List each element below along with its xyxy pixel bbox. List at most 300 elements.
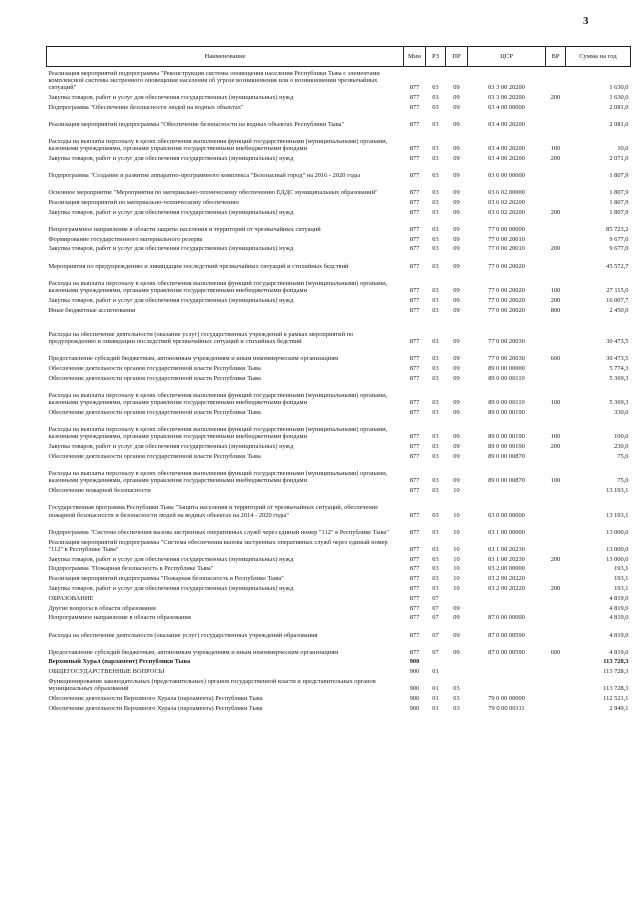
row-name: Расходы на обеспечение деятельности (оказание услуг) государственных учреждений в рамках мероприятий по предупреждению и ликвидации последствий чрезвычайных ситуаций и стихийных бедствий — [48, 330, 354, 346]
row-vr: 200 — [550, 93, 561, 101]
row-csr: 77 0 00 00000 — [488, 225, 525, 233]
row-csr: 03 4 00 20200 — [488, 154, 525, 162]
row-csr: 03 6 02 20200 — [488, 208, 525, 216]
row-csr — [468, 666, 546, 676]
row-min: 877 — [409, 245, 420, 253]
row-name: Реализация мероприятий подпрограммы "Обеспечение безопасности на водных объектах Республики Тыва" — [48, 120, 345, 128]
header-sum: Сумма на год — [566, 47, 631, 67]
row-vr — [546, 519, 566, 536]
table-row — [47, 128, 631, 152]
row-name: Верховный Хурал (парламент) Республики Тыва — [48, 658, 191, 666]
row-rz: 07 — [432, 631, 439, 639]
row-csr — [468, 656, 546, 666]
row-min: 877 — [409, 511, 420, 519]
row-sum: 5 369,3 — [609, 399, 629, 407]
row-csr: 03 1 00 20230 — [488, 545, 525, 553]
row-min: 877 — [409, 145, 420, 153]
row-name: Непрограммное направление в области защиты населения и территорий от чрезвычайных ситуаций — [48, 225, 321, 233]
row-vr: 100 — [550, 286, 561, 294]
row-rz: 03 — [432, 545, 439, 553]
row-min: 877 — [409, 286, 420, 294]
row-vr — [546, 612, 566, 622]
row-sum: 13 193,1 — [606, 487, 629, 495]
row-csr: 87 0 00 00590 — [488, 648, 525, 656]
row-csr: 77 0 00 20010 — [488, 235, 525, 243]
table-row — [47, 622, 631, 639]
row-vr — [546, 622, 566, 639]
row-pr: 10 — [453, 585, 460, 593]
row-rz: 03 — [432, 477, 439, 485]
row-sum: 2 949,1 — [609, 704, 629, 712]
row-min: 877 — [409, 575, 420, 583]
row-name: Расходы на обеспечение деятельности (оказание услуг) государственных учреждений образования — [48, 631, 318, 639]
row-vr — [546, 602, 566, 612]
page-number: 3 — [583, 15, 589, 27]
row-pr: 09 — [453, 433, 460, 441]
row-rz: 03 — [432, 208, 439, 216]
row-pr: 09 — [453, 604, 460, 612]
row-name: Обеспечение деятельности органов государственной власти Республики Тыва — [48, 365, 261, 373]
row-rz: 03 — [432, 198, 439, 206]
row-vr: 100 — [550, 145, 561, 153]
row-rz: 03 — [432, 443, 439, 451]
header-csr: ЦСР — [468, 47, 546, 67]
row-min: 877 — [409, 296, 420, 304]
row-min: 877 — [409, 487, 420, 495]
row-csr: 77 0 00 20030 — [488, 355, 525, 363]
row-rz: 03 — [432, 235, 439, 243]
row-pr: 10 — [453, 545, 460, 553]
row-sum: 193,1 — [614, 585, 629, 593]
row-csr: 77 0 00 20010 — [488, 245, 525, 253]
row-pr: 09 — [453, 172, 460, 180]
row-rz: 03 — [432, 262, 439, 270]
row-name: Расходы на выплаты персоналу в целях обеспечения выполнения функций государственными (муниципальными) органами, казенными учреждениями, органами управления государственными внебюджетными фондами — [48, 470, 388, 485]
header-name: Наименование — [47, 47, 404, 67]
row-min: 877 — [409, 648, 420, 656]
row-csr: 89 0 00 00190 — [488, 409, 525, 417]
table-row — [47, 602, 631, 612]
row-sum: 4 819,0 — [609, 631, 629, 639]
row-rz: 03 — [432, 306, 439, 314]
row-rz: 03 — [432, 575, 439, 583]
row-pr: 09 — [453, 103, 460, 111]
row-rz: 01 — [432, 668, 439, 676]
row-csr: 89 0 00 00870 — [488, 453, 525, 461]
row-pr: 10 — [453, 575, 460, 583]
row-name: Предоставление субсидий бюджетным, автономным учреждениям и иным некоммерческим организациям — [48, 355, 339, 363]
row-name: Расходы на выплаты персоналу в целях обеспечения выполнения функций государственными (муниципальными) органами, казенными учреждениями, органами управления государственными внебюджетными фондами — [48, 426, 388, 441]
row-pr: 10 — [453, 555, 460, 563]
row-sum: 113 728,3 — [603, 685, 629, 693]
row-vr — [546, 216, 566, 233]
row-pr: 09 — [453, 235, 460, 243]
row-pr: 03 — [453, 695, 460, 703]
row-vr: 200 — [550, 585, 561, 593]
row-pr: 03 — [453, 704, 460, 712]
row-vr — [546, 372, 566, 382]
row-sum: 13 000,0 — [606, 528, 629, 536]
table-row — [47, 702, 631, 712]
table-row — [47, 382, 631, 406]
row-name: Мероприятия по предупреждению и ликвидации последствий чрезвычайных ситуаций и стихийных бедствий — [48, 262, 349, 270]
row-vr — [546, 314, 566, 346]
row-pr: 09 — [453, 296, 460, 304]
row-pr: 09 — [453, 84, 460, 92]
row-rz: 03 — [432, 93, 439, 101]
header-pr: ПР — [446, 47, 468, 67]
row-min: 877 — [409, 225, 420, 233]
row-name: Обеспечение деятельности Верховного Хурала (парламента) Республики Тыва — [48, 695, 263, 703]
row-sum: 113 728,3 — [603, 668, 629, 676]
row-min: 877 — [409, 84, 420, 92]
row-min: 877 — [409, 235, 420, 243]
row-name: Государственная программа Республики Тыва "Защита населения и территорий от чрезвычайных ситуаций, обеспечение пожарной безопасности и безопасности людей на водных объектах на 2014 - 2020 годы" — [48, 504, 379, 519]
row-pr: 09 — [453, 338, 460, 346]
row-sum: 1 807,9 — [609, 208, 629, 216]
row-rz: 01 — [432, 704, 439, 712]
table-row — [47, 363, 631, 373]
table-row — [47, 294, 631, 304]
row-name: Непрограммное направление в области образования — [48, 614, 191, 622]
row-rz: 03 — [432, 399, 439, 407]
row-rz: 03 — [432, 365, 439, 373]
table-row — [47, 451, 631, 461]
row-vr: 600 — [550, 648, 561, 656]
row-csr: 79 0 00 00111 — [488, 704, 525, 712]
row-pr: 09 — [453, 286, 460, 294]
row-pr: 09 — [453, 225, 460, 233]
row-sum: 112 521,1 — [603, 695, 629, 703]
row-csr: 89 0 00 00110 — [488, 374, 525, 382]
row-rz: 03 — [432, 338, 439, 346]
table-row — [47, 372, 631, 382]
row-csr: 89 0 00 00190 — [488, 443, 525, 451]
row-min: 877 — [409, 409, 420, 417]
table-row — [47, 152, 631, 162]
table-row — [47, 583, 631, 593]
row-csr: 03 4 00 20200 — [488, 120, 525, 128]
row-rz: 03 — [432, 84, 439, 92]
row-rz: 03 — [432, 120, 439, 128]
row-rz: 03 — [432, 189, 439, 197]
row-rz: 03 — [432, 409, 439, 417]
row-vr — [546, 666, 566, 676]
row-min: 900 — [409, 658, 420, 666]
row-vr: 100 — [550, 433, 561, 441]
row-vr: 100 — [550, 399, 561, 407]
row-rz: 03 — [432, 565, 439, 573]
table-row — [47, 243, 631, 253]
row-pr: 10 — [453, 487, 460, 495]
row-pr: 09 — [453, 355, 460, 363]
row-pr: 09 — [453, 453, 460, 461]
row-csr — [468, 602, 546, 612]
row-name: Закупка товаров, работ и услуг для обеспечения государственных (муниципальных) нужд — [48, 208, 294, 216]
row-pr: 09 — [453, 198, 460, 206]
row-pr: 09 — [453, 614, 460, 622]
row-sum: 9 677,0 — [609, 235, 629, 243]
row-vr: 600 — [550, 355, 561, 363]
row-vr — [546, 451, 566, 461]
row-vr — [546, 196, 566, 206]
row-csr: 89 0 00 00190 — [488, 433, 525, 441]
row-sum: 13 000,0 — [606, 555, 629, 563]
table-row — [47, 485, 631, 495]
row-pr: 09 — [453, 409, 460, 417]
row-vr — [546, 407, 566, 417]
row-min: 877 — [409, 306, 420, 314]
table-row — [47, 314, 631, 346]
row-sum: 100,0 — [614, 433, 629, 441]
row-min: 877 — [409, 374, 420, 382]
table-row — [47, 441, 631, 451]
row-rz: 03 — [432, 487, 439, 495]
row-sum: 1 807,9 — [609, 189, 629, 197]
row-sum: 1 807,9 — [609, 198, 629, 206]
row-csr: 77 0 00 20020 — [488, 306, 525, 314]
table-row — [47, 407, 631, 417]
row-rz — [426, 656, 446, 666]
row-rz: 03 — [432, 103, 439, 111]
row-vr — [546, 233, 566, 243]
row-vr: 800 — [550, 306, 561, 314]
row-min: 877 — [409, 120, 420, 128]
row-name: Обеспечение деятельности органов государственной власти Республики Тыва — [48, 453, 261, 461]
row-vr: 100 — [550, 477, 561, 485]
table-row — [47, 346, 631, 363]
row-csr: 03 6 02 00000 — [488, 189, 525, 197]
row-sum: 4 819,0 — [609, 604, 629, 612]
table-row — [47, 111, 631, 128]
row-rz: 03 — [432, 433, 439, 441]
row-csr: 03 0 00 00000 — [488, 511, 525, 519]
row-name: Функционирование законодательных (представительных) органов государственной власти и представительных органов муниципальных образований — [48, 677, 376, 693]
row-sum: 30 473,5 — [606, 355, 629, 363]
row-sum: 27 115,0 — [606, 286, 629, 294]
row-min: 900 — [409, 704, 420, 712]
row-name: Закупка товаров, работ и услуг для обеспечения государственных (муниципальных) нужд — [48, 585, 294, 593]
row-vr: 200 — [550, 208, 561, 216]
row-csr: 77 0 00 20020 — [488, 262, 525, 270]
row-rz: 03 — [432, 355, 439, 363]
table-row — [47, 639, 631, 656]
row-min: 877 — [409, 614, 420, 622]
row-sum: 2 081,0 — [609, 120, 629, 128]
row-sum: 16 007,7 — [606, 296, 629, 304]
row-vr: 200 — [550, 296, 561, 304]
row-pr: 09 — [453, 189, 460, 197]
row-sum: 1 807,9 — [609, 172, 629, 180]
table-row — [47, 536, 631, 553]
row-min: 877 — [409, 172, 420, 180]
row-name: Обеспечение пожарной безопасности — [48, 487, 151, 495]
row-rz: 07 — [432, 648, 439, 656]
row-vr — [546, 656, 566, 666]
row-pr: 09 — [453, 648, 460, 656]
row-name: Формирование государственного материального резерва — [48, 235, 203, 243]
row-name: Подпрограмма "Обеспечение безопасности людей на водных объектах" — [48, 103, 244, 111]
row-vr — [546, 111, 566, 128]
row-rz: 03 — [432, 511, 439, 519]
row-min: 877 — [409, 477, 420, 485]
row-vr: 200 — [550, 443, 561, 451]
row-rz: 03 — [432, 172, 439, 180]
row-sum: 13 193,1 — [606, 511, 629, 519]
row-pr — [446, 666, 468, 676]
table-row — [47, 91, 631, 101]
row-name: Реализация мероприятий подпрограммы "Система обеспечения вызова экстренных оперативных служб через единый номер "112" в Республике Тыва" — [48, 538, 388, 553]
row-csr: 03 3 00 20200 — [488, 84, 525, 92]
row-name: Обеспечение деятельности Верховного Хурала (парламента) Республики Тыва — [48, 704, 263, 712]
row-min: 877 — [409, 103, 420, 111]
table-row — [47, 693, 631, 703]
header-rz: РЗ — [426, 47, 446, 67]
row-sum: 2 071,0 — [609, 154, 629, 162]
row-rz: 03 — [432, 154, 439, 162]
table-row — [47, 553, 631, 563]
row-min: 877 — [409, 604, 420, 612]
row-rz: 03 — [432, 374, 439, 382]
row-name: Расходы на выплаты персоналу в целях обеспечения выполнения функций государственными (муниципальными) органами, казенными учреждениями, органами управления государственными внебюджетными фондами — [48, 137, 388, 153]
row-rz: 03 — [432, 585, 439, 593]
row-name: Обеспечение деятельности органов государственной власти Республики Тыва — [48, 374, 261, 382]
row-pr: 09 — [453, 631, 460, 639]
row-pr: 09 — [453, 145, 460, 153]
row-min: 877 — [409, 433, 420, 441]
row-vr — [546, 592, 566, 602]
row-name: Расходы на выплаты персоналу в целях обеспечения выполнения функций государственными (муниципальными) органами, казенными учреждениями, органами управления государственными внебюджетными фондами — [48, 391, 388, 407]
row-csr: 87 0 00 00000 — [488, 614, 525, 622]
row-csr: 89 0 00 00110 — [488, 399, 525, 407]
row-name: Реализация мероприятий подпрограммы "Пожарная безопасность в Республике Тыва" — [48, 575, 284, 583]
row-csr: 03 2 00 20220 — [488, 575, 525, 583]
row-rz: 03 — [432, 145, 439, 153]
row-min: 877 — [409, 208, 420, 216]
row-sum: 113 728,3 — [603, 658, 629, 666]
row-sum: 10,0 — [617, 145, 629, 153]
row-vr: 200 — [550, 555, 561, 563]
row-csr: 03 2 00 20220 — [488, 585, 525, 593]
row-name: Предоставление субсидий бюджетным, автономным учреждениям и иным некоммерческим организациям — [48, 648, 339, 656]
row-pr: 09 — [453, 477, 460, 485]
header-vr: ВР — [546, 47, 566, 67]
table-row — [47, 270, 631, 294]
row-pr: 09 — [453, 374, 460, 382]
row-pr — [446, 656, 468, 666]
row-sum: 30 473,5 — [606, 338, 629, 346]
row-pr: 10 — [453, 511, 460, 519]
row-vr — [546, 495, 566, 519]
row-vr — [546, 485, 566, 495]
row-vr — [546, 573, 566, 583]
row-rz: 03 — [432, 245, 439, 253]
table-row — [47, 592, 631, 602]
row-sum: 75,0 — [617, 477, 629, 485]
row-min: 877 — [409, 443, 420, 451]
row-csr: 03 4 00 20200 — [488, 145, 525, 153]
row-vr — [546, 563, 566, 573]
row-sum: 330,0 — [614, 409, 629, 417]
row-rz: 03 — [432, 528, 439, 536]
row-min: 877 — [409, 355, 420, 363]
row-pr: 09 — [453, 245, 460, 253]
row-sum: 2 450,0 — [609, 306, 629, 314]
table-row — [47, 519, 631, 536]
row-sum: 4 819,0 — [609, 614, 629, 622]
row-name: Иные бюджетные ассигнования — [48, 306, 136, 314]
row-min: 877 — [409, 365, 420, 373]
row-pr: 09 — [453, 306, 460, 314]
row-csr: 77 0 00 20020 — [488, 296, 525, 304]
row-rz: 07 — [432, 614, 439, 622]
row-min: 877 — [409, 399, 420, 407]
row-csr: 89 0 00 00870 — [488, 477, 525, 485]
row-name: Подпрограмма "Создание и развитие аппаратно-программного комплекса "Безопасный город" на 2016 - 2020 годы — [48, 172, 361, 180]
table-row — [47, 563, 631, 573]
row-csr: 03 3 00 20200 — [488, 93, 525, 101]
row-min: 877 — [409, 198, 420, 206]
row-min: 877 — [409, 262, 420, 270]
row-pr: 09 — [453, 365, 460, 373]
row-csr: 79 0 00 00000 — [488, 695, 525, 703]
row-vr — [546, 363, 566, 373]
row-sum: 4 819,0 — [609, 648, 629, 656]
row-rz: 03 — [432, 225, 439, 233]
row-rz: 03 — [432, 296, 439, 304]
table-row — [47, 206, 631, 216]
row-csr: 03 6 00 00000 — [488, 172, 525, 180]
row-vr — [546, 693, 566, 703]
row-vr — [546, 253, 566, 270]
row-name: Реализация мероприятий по материально-техническому обеспечению — [48, 198, 239, 206]
row-csr: 77 0 00 20020 — [488, 286, 525, 294]
table-row — [47, 179, 631, 196]
row-vr — [546, 67, 566, 92]
row-csr: 03 4 00 00000 — [488, 103, 525, 111]
table-row — [47, 304, 631, 314]
row-min: 877 — [409, 338, 420, 346]
row-sum: 193,1 — [614, 575, 629, 583]
row-rz: 03 — [432, 453, 439, 461]
row-name: Закупка товаров, работ и услуг для обеспечения государственных (муниципальных) нужд — [48, 555, 294, 563]
table-row — [47, 656, 631, 666]
row-sum: 1 630,0 — [609, 93, 629, 101]
row-csr — [468, 592, 546, 602]
row-min: 877 — [409, 555, 420, 563]
row-pr: 09 — [453, 120, 460, 128]
row-sum: 230,0 — [614, 443, 629, 451]
row-sum: 45 572,7 — [606, 262, 629, 270]
row-sum: 4 819,0 — [609, 594, 629, 602]
row-rz: 07 — [432, 604, 439, 612]
table-row — [47, 416, 631, 440]
row-name: Расходы на выплаты персоналу в целях обеспечения выполнения функций государственными (муниципальными) органами, казенными учреждениями, органами управления государственными внебюджетными фондами — [48, 279, 388, 294]
row-pr: 10 — [453, 528, 460, 536]
row-name: ОБРАЗОВАНИЕ — [48, 594, 94, 602]
row-rz: 01 — [432, 695, 439, 703]
row-name: Реализация мероприятий подпрограммы "Реконструкция системы оповещения населения Республики Тыва с элементами комплексной системы экстренного оповещения населения об угрозе возникновения или о возникновении чрезвычайных ситуаций" — [48, 69, 380, 92]
row-name: ОБЩЕГОСУДАРСТВЕННЫЕ ВОПРОСЫ — [48, 668, 165, 676]
row-pr: 09 — [453, 443, 460, 451]
row-sum: 5 774,3 — [609, 365, 629, 373]
budget-table — [46, 46, 631, 712]
table-row — [47, 216, 631, 233]
row-vr — [546, 536, 566, 553]
row-sum: 1 630,0 — [609, 84, 629, 92]
row-vr: 200 — [550, 245, 561, 253]
row-min: 877 — [409, 585, 420, 593]
